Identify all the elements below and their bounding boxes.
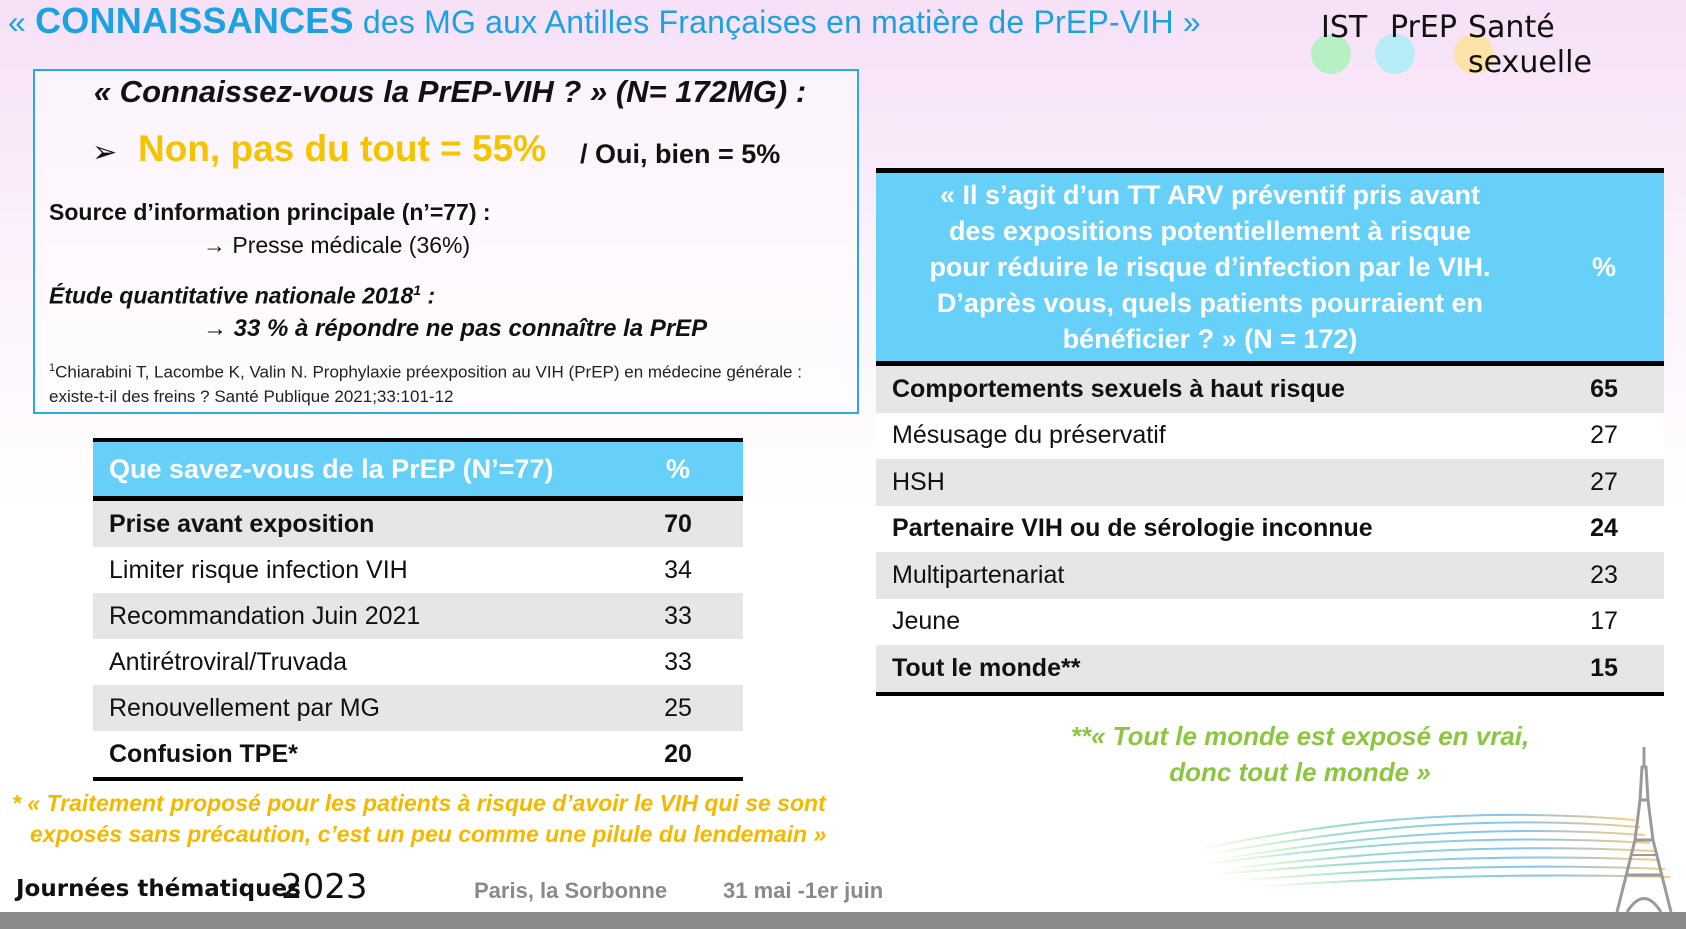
- header-line: « Il s’agit d’un TT ARV préventif pris avant: [939, 180, 1481, 210]
- row-percent: 34: [613, 547, 743, 593]
- national-study-footnote-mark: 1: [413, 282, 422, 298]
- row-percent: 24: [1544, 506, 1664, 553]
- source-value: → Presse médicale (36%): [203, 232, 471, 258]
- header-line: pour réduire le risque d’infection par le VIH.: [929, 252, 1491, 282]
- row-percent: 17: [1544, 599, 1664, 646]
- row-percent: 27: [1544, 459, 1664, 506]
- quote-note-line: **« Tout le monde est exposé en vrai,: [1070, 721, 1530, 751]
- quote-note-tpe: [12, 788, 912, 850]
- row-label: Tout le monde**: [876, 645, 1544, 694]
- row-label: Antirétroviral/Truvada: [93, 639, 613, 685]
- tag-sante-sexuelle: Santé sexuelle: [1468, 10, 1592, 80]
- table-header-question: Que savez-vous de la PrEP (N’=77): [93, 440, 613, 499]
- quote-note-line: exposés sans précaution, c’est un peu comme une pilule du lendemain »: [30, 821, 827, 847]
- row-label: Recommandation Juin 2021: [93, 593, 613, 639]
- table-row: [876, 364, 1664, 413]
- table-row: [876, 552, 1664, 599]
- row-percent: 70: [613, 499, 743, 548]
- tag-prep: PrEP: [1390, 10, 1457, 45]
- row-percent: 25: [613, 685, 743, 731]
- arrow-bullet-icon: ➢: [92, 136, 118, 169]
- table-header-percent: %: [1544, 171, 1664, 364]
- table-row: [876, 413, 1664, 460]
- footer-place: Paris, la Sorbonne: [474, 878, 668, 903]
- table-row: [876, 459, 1664, 506]
- reference-footnote: [49, 356, 849, 409]
- row-label: Partenaire VIH ou de sérologie inconnue: [876, 506, 1544, 553]
- table-row: [876, 645, 1664, 694]
- row-percent: 15: [1544, 645, 1664, 694]
- table-row: [876, 506, 1664, 553]
- prep-knowledge-rows: [93, 499, 743, 780]
- knowledge-question: « Connaissez-vous la PrEP-VIH ? » (N= 172MG) :: [93, 74, 807, 109]
- prep-patients-table: [876, 168, 1664, 696]
- prep-knowledge-table: [93, 438, 743, 781]
- tag-ist: IST: [1321, 10, 1368, 45]
- table-row: [876, 599, 1664, 646]
- row-percent: 23: [1544, 552, 1664, 599]
- header-line: des expositions potentiellement à risque: [948, 216, 1472, 246]
- source-label: Source d’information principale (n’=77) :: [49, 199, 491, 225]
- eiffel-tower-swoosh-icon: [1195, 745, 1686, 912]
- topic-tags: [1300, 8, 1680, 80]
- row-label: Prise avant exposition: [93, 499, 613, 548]
- table-header-question: [876, 171, 1544, 364]
- row-label: Mésusage du préservatif: [876, 413, 1544, 460]
- row-percent: 33: [613, 639, 743, 685]
- table-row: [93, 547, 743, 593]
- row-label: Comportements sexuels à haut risque: [876, 364, 1544, 413]
- table-row: [93, 499, 743, 548]
- answer-no: Non, pas du tout = 55%: [138, 128, 547, 169]
- table-header-percent: %: [613, 440, 743, 499]
- national-study-colon: :: [421, 282, 436, 309]
- row-percent: 33: [613, 593, 743, 639]
- footer-bar: [0, 912, 1686, 929]
- title-open-quote: «: [8, 4, 36, 40]
- footer-year: 2023: [281, 867, 368, 907]
- answer-yes: / Oui, bien = 5%: [580, 139, 781, 169]
- row-label: Jeune: [876, 599, 1544, 646]
- national-study-text: Étude quantitative nationale 2018: [49, 282, 414, 309]
- row-label: Limiter risque infection VIH: [93, 547, 613, 593]
- title-rest: des MG aux Antilles Françaises en matière de PrEP-VIH »: [353, 4, 1201, 40]
- title-emphasis: CONNAISSANCES: [35, 0, 354, 41]
- header-line: bénéficier ? » (N = 172): [1062, 324, 1358, 354]
- row-label: Multipartenariat: [876, 552, 1544, 599]
- row-label: HSH: [876, 459, 1544, 506]
- national-study-value: → 33 % à répondre ne pas connaître la PrEP: [203, 315, 708, 342]
- row-percent: 65: [1544, 364, 1664, 413]
- footer-dates: 31 mai -1er juin: [723, 878, 884, 903]
- table-row: [93, 731, 743, 779]
- table-row: [93, 639, 743, 685]
- footer-event: Journées thématiques: [16, 876, 301, 902]
- reference-text: Chiarabini T, Lacombe K, Valin N. Prophylaxie préexposition au VIH (PrEP) en médecine générale : existe-t-il des freins ? Santé Publique 2021;33:101-12: [49, 362, 802, 406]
- quote-note-line: * « Traitement proposé pour les patients à risque d’avoir le VIH qui se sont: [12, 790, 826, 816]
- row-label: Confusion TPE*: [93, 731, 613, 779]
- slide-title: [8, 0, 1201, 42]
- row-percent: 27: [1544, 413, 1664, 460]
- header-line: D’après vous, quels patients pourraient en: [936, 288, 1484, 318]
- reference-mark: 1: [49, 362, 56, 374]
- table-row: [93, 593, 743, 639]
- row-label: Renouvellement par MG: [93, 685, 613, 731]
- quote-note-line: donc tout le monde »: [1169, 757, 1431, 787]
- table-row: [93, 685, 743, 731]
- prep-patients-rows: [876, 364, 1664, 694]
- national-study-label: [49, 282, 435, 310]
- row-percent: 20: [613, 731, 743, 779]
